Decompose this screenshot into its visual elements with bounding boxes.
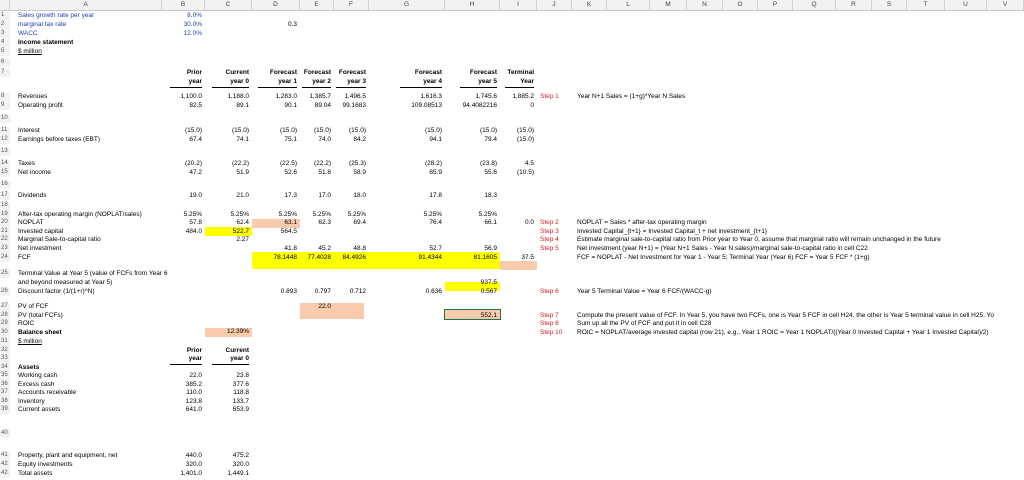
row-header[interactable]: 16 xyxy=(0,181,10,189)
cell-f12[interactable]: 84.2 xyxy=(353,136,366,143)
row-header[interactable]: 33 xyxy=(0,355,10,363)
row-header[interactable]: 39 xyxy=(0,406,10,414)
note-step-5b: FCF = NOPLAT - Net Investment for Year 1 - Year 5; Terminal Year (Year 6) FCF = Year 5 FCF * (1+g) xyxy=(577,254,870,261)
cell-b42[interactable]: 1,401.0 xyxy=(180,470,202,477)
cell-b17[interactable]: 19.0 xyxy=(189,192,202,199)
step-2: Step 2 xyxy=(540,219,559,226)
cell-h26[interactable]: 0.567 xyxy=(480,288,497,295)
cell-c20[interactable]: 62.4 xyxy=(236,219,249,226)
row-header[interactable]: 23 xyxy=(0,245,10,253)
cell-i11[interactable]: (15.0) xyxy=(517,127,534,134)
row-header[interactable]: 1 xyxy=(0,12,10,20)
cell-d2[interactable]: 0.3 xyxy=(287,21,297,28)
row-header[interactable]: 42 xyxy=(0,461,10,469)
cell-b40[interactable]: 440.0 xyxy=(185,452,202,459)
note-step-4: Estimate marginal sale-to-capital ratio from Prior year to Year 0, assume that marginal ratio will remain unchanged in the future xyxy=(577,236,941,243)
cell-f15[interactable]: 58.9 xyxy=(353,169,366,176)
row-header[interactable]: 27 xyxy=(0,303,10,311)
col-b[interactable]: B xyxy=(162,0,205,10)
col-n[interactable]: N xyxy=(687,0,723,10)
cell-c34[interactable]: 23.8 xyxy=(236,372,249,379)
cell-c8[interactable]: 1,188.0 xyxy=(227,93,249,100)
row-header[interactable]: 40 xyxy=(0,430,10,438)
cell-b12[interactable]: 67.4 xyxy=(189,136,202,143)
cell-i8[interactable]: 1,885.2 xyxy=(512,93,534,100)
cell-b37[interactable]: 123.8 xyxy=(185,398,202,405)
hdr-current-year-2: year 0 xyxy=(230,78,249,85)
cell-c14[interactable]: (22.2) xyxy=(232,160,249,167)
note-step-10: ROIC = NOPLAT/average invested capital (row 21), e.g., Year 1 ROIC = Year 1 NOPLAT/((Year 0 Invested Capital + Year 1 Invested Capital)/2) xyxy=(577,329,989,336)
cell-h12[interactable]: 79.4 xyxy=(484,136,497,143)
col-a[interactable]: A xyxy=(10,0,162,10)
row-header[interactable]: 10 xyxy=(0,115,10,123)
cell-c12[interactable]: 74.1 xyxy=(236,136,249,143)
step-1: Step 1 xyxy=(540,93,559,100)
cell-e8[interactable]: 1,385.7 xyxy=(309,93,331,100)
row-header[interactable]: 41 xyxy=(0,452,10,460)
hdr-year3-1: Forecast xyxy=(338,69,366,76)
step-8: Step 8 xyxy=(540,320,559,327)
cell-b14[interactable]: (20.2) xyxy=(185,160,202,167)
cell-b38[interactable]: 641.0 xyxy=(185,406,202,413)
col-q[interactable]: Q xyxy=(793,0,836,10)
label-terminal-value-a: Terminal Value at Year 5 (value of FCFs from Year 6 xyxy=(18,270,168,277)
cell-d23[interactable]: 41.8 xyxy=(284,245,297,252)
cell-h8[interactable]: 1,745.6 xyxy=(475,93,497,100)
cell-g11[interactable]: (15.0) xyxy=(425,127,442,134)
hdr-year1-1: Forecast xyxy=(269,69,297,76)
row-header[interactable]: 22 xyxy=(0,236,10,244)
cell-c41[interactable]: 320.0 xyxy=(232,461,249,468)
cell-c29[interactable]: 12.39% xyxy=(226,328,249,335)
note-step-3: Invested Capital_{t+1} = Invested Capital_t + net investment_{t+1} xyxy=(577,228,768,235)
label-marginal-tax: marginal tax rate xyxy=(18,21,67,28)
cell-h24[interactable]: 81.1605 xyxy=(473,254,497,261)
row-header[interactable]: 2 xyxy=(0,21,10,29)
label-after-tax-margin: After-tax operating margin (NOPLAT/sales) xyxy=(18,211,142,218)
row-header[interactable]: 11 xyxy=(0,127,10,135)
label-net-income: Net income xyxy=(18,169,51,176)
cell-i20[interactable]: 0.0 xyxy=(524,219,534,226)
col-m[interactable]: M xyxy=(650,0,687,10)
cell-e12[interactable]: 74.0 xyxy=(318,136,331,143)
label-taxes: Taxes xyxy=(18,160,35,167)
label-income-statement: Income statement xyxy=(18,39,74,46)
cell-e23[interactable]: 45.2 xyxy=(318,245,331,252)
step-4: Step 4 xyxy=(540,236,559,243)
cell-b21[interactable]: 484.0 xyxy=(185,228,202,235)
cell-e9[interactable]: 89.04 xyxy=(314,102,331,109)
cell-b35[interactable]: 385.2 xyxy=(185,381,202,388)
cell-f9[interactable]: 99.1683 xyxy=(342,102,366,109)
cell-h15[interactable]: 55.6 xyxy=(484,169,497,176)
label-marginal-sale-to-capital: Marginal Sale-to-capital ratio xyxy=(18,236,101,243)
cell-f20[interactable]: 69.4 xyxy=(353,219,366,226)
cell-d9[interactable]: 90.1 xyxy=(284,102,297,109)
note-step-1: Year N+1 Sales = (1+g)*Year N Sales xyxy=(577,93,686,100)
hdr-bs-prior-1: Prior xyxy=(186,347,202,354)
label-dividends: Dividends xyxy=(18,192,47,199)
row-header[interactable]: 19 xyxy=(0,211,10,219)
cell-i24[interactable]: 37.5 xyxy=(521,254,534,261)
label-revenues: Revenues xyxy=(18,93,48,100)
cell-b36[interactable]: 110.0 xyxy=(186,389,202,396)
label-assets: Assets xyxy=(18,364,40,371)
cell-d20[interactable]: 63.1 xyxy=(284,219,297,226)
row-header[interactable]: 30 xyxy=(0,329,10,337)
cell-c19[interactable]: 5.25% xyxy=(230,211,249,218)
label-pv-total: PV (total FCFs) xyxy=(18,312,63,319)
cell-d17[interactable]: 17.3 xyxy=(284,192,297,199)
cell-c36[interactable]: 118.8 xyxy=(233,389,249,396)
cell-b15[interactable]: 47.2 xyxy=(189,169,202,176)
label-working-cash: Working cash xyxy=(18,372,58,379)
cell-h14[interactable]: (23.8) xyxy=(480,160,497,167)
row-header[interactable]: 29 xyxy=(0,320,10,328)
cell-f8[interactable]: 1,496.5 xyxy=(344,93,366,100)
cell-f14[interactable]: (25.3) xyxy=(349,160,366,167)
step-6: Step 6 xyxy=(540,288,559,295)
row-header[interactable]: 36 xyxy=(0,381,10,389)
label-inventory: Inventory xyxy=(18,398,45,405)
col-p[interactable]: P xyxy=(758,0,793,10)
row-header[interactable]: 8 xyxy=(0,93,10,101)
col-o[interactable]: O xyxy=(723,0,758,10)
cell-d15[interactable]: 52.6 xyxy=(284,169,297,176)
cell-e15[interactable]: 51.8 xyxy=(318,169,331,176)
cell-c22[interactable]: 2.27 xyxy=(236,236,249,243)
hdr-current-year-1: Current xyxy=(225,69,249,76)
row-header[interactable]: 38 xyxy=(0,398,10,406)
hdr-prior-year-2: year xyxy=(188,78,202,85)
label-dollar-million: $ million xyxy=(18,48,42,55)
label-net-investment: Net investment xyxy=(18,245,62,252)
cell-b19[interactable]: 5.25% xyxy=(183,211,202,218)
col-v[interactable]: V xyxy=(987,0,1024,10)
row-header[interactable]: 4 xyxy=(0,39,10,47)
note-step-6: Year 5 Terminal Value = Year 6 FCF/(WACC-g) xyxy=(577,288,712,295)
cell-g26[interactable]: 0.636 xyxy=(425,288,442,295)
col-u[interactable]: U xyxy=(945,0,987,10)
cell-d8[interactable]: 1,283.0 xyxy=(275,93,297,100)
row-header[interactable]: 18 xyxy=(0,202,10,210)
row-header[interactable]: 26 xyxy=(0,288,10,296)
hdr-year2-1: Forecast xyxy=(303,69,331,76)
cell-g20[interactable]: 76.4 xyxy=(429,219,442,226)
row-header[interactable]: 3 xyxy=(0,30,10,38)
cell-d11[interactable]: (15.0) xyxy=(280,127,297,134)
note-step-5: Net investment (year N+1) = (Year N+1 Sales - Year N sales)/marginal sale-to-capital ratio in cell C22 xyxy=(577,245,868,252)
cell-e20[interactable]: 62.3 xyxy=(318,219,331,226)
row-header[interactable]: 35 xyxy=(0,372,10,380)
row-header[interactable]: 42 xyxy=(0,470,10,478)
cell-g24[interactable]: 91.4344 xyxy=(418,254,442,261)
cell-f11[interactable]: (15.0) xyxy=(349,127,366,134)
cell-c17[interactable]: 21.0 xyxy=(236,192,249,199)
label-ppe: Property, plant and equipment, net xyxy=(18,452,118,459)
cell-g9[interactable]: 109.08513 xyxy=(411,102,442,109)
label-noplat: NOPLAT xyxy=(18,219,44,226)
cell-d21[interactable]: 564.5 xyxy=(280,228,297,235)
row-header[interactable]: 24 xyxy=(0,254,10,262)
cell-b41[interactable]: 320.0 xyxy=(185,461,202,468)
cell-h19[interactable]: 5.25% xyxy=(478,211,497,218)
cell-d26[interactable]: 0.893 xyxy=(280,288,297,295)
label-accounts-receivable: Accounts receivable xyxy=(18,389,77,396)
cell-h9[interactable]: 94.4082216 xyxy=(462,102,497,109)
step-7: Step 7 xyxy=(540,312,559,319)
row-header[interactable]: 34 xyxy=(0,364,10,372)
cell-g14[interactable]: (28.2) xyxy=(425,160,442,167)
row-header[interactable]: 13 xyxy=(0,148,10,156)
row-header[interactable]: 9 xyxy=(0,102,10,110)
cell-c35[interactable]: 377.6 xyxy=(232,381,249,388)
cell-c37[interactable]: 133.7 xyxy=(232,398,249,405)
cell-b20[interactable]: 57.8 xyxy=(189,219,202,226)
label-equity-investments: Equity investments xyxy=(18,461,73,468)
cell-e24[interactable]: 77.4028 xyxy=(307,254,331,261)
row-header[interactable]: 20 xyxy=(0,219,10,227)
hdr-terminal-1: Terminal xyxy=(507,69,534,76)
cell-d19[interactable]: 5.25% xyxy=(278,211,297,218)
column-header-bar xyxy=(0,0,1024,11)
cell-g19[interactable]: 5.25% xyxy=(423,211,442,218)
hdr-year5-1: Forecast xyxy=(469,69,497,76)
cell-h27[interactable]: 552.1 xyxy=(480,312,497,319)
cell-h23[interactable]: 56.9 xyxy=(484,245,497,252)
row-header[interactable]: 7 xyxy=(0,69,10,77)
cell-f24[interactable]: 84.4926 xyxy=(342,254,366,261)
row-header[interactable]: 6 xyxy=(0,59,10,67)
cell-e19[interactable]: 5.25% xyxy=(312,211,331,218)
cell-h17[interactable]: 18.3 xyxy=(484,192,497,199)
hdr-year2-2: year 2 xyxy=(312,78,331,85)
cell-g17[interactable]: 17.8 xyxy=(429,192,442,199)
cell-d14[interactable]: (22.5) xyxy=(280,160,297,167)
row-header[interactable]: 37 xyxy=(0,389,10,397)
input-tax-rate[interactable]: 30.0% xyxy=(183,21,202,28)
hdr-bs-current-1: Current xyxy=(225,347,249,354)
cell-c15[interactable]: 51.9 xyxy=(236,169,249,176)
row-header[interactable]: 28 xyxy=(0,312,10,320)
row-header[interactable]: 14 xyxy=(0,160,10,168)
label-wacc: WACC xyxy=(18,30,38,37)
cell-f26[interactable]: 0.712 xyxy=(349,288,366,295)
cell-e26[interactable]: 0.797 xyxy=(314,288,331,295)
cell-c42[interactable]: 1,449.1 xyxy=(227,470,249,477)
col-e[interactable]: E xyxy=(300,0,334,10)
cell-b11[interactable]: (15.0) xyxy=(185,127,202,134)
cell-g15[interactable]: 65.9 xyxy=(429,169,442,176)
col-j[interactable]: J xyxy=(537,0,572,10)
label-sales-growth: Sales growth rate per year xyxy=(18,12,95,19)
col-i[interactable]: I xyxy=(500,0,537,10)
col-t[interactable]: T xyxy=(907,0,945,10)
hdr-year5-2: year 5 xyxy=(478,78,497,85)
label-roic: ROIC xyxy=(18,320,35,327)
label-terminal-value-b: and beyond measured at Year 5) xyxy=(18,279,113,286)
step-10: Step 10 xyxy=(540,329,563,336)
cell-b8[interactable]: 1,100.0 xyxy=(180,93,202,100)
label-pv-of-fcf: PV of FCF xyxy=(18,303,49,310)
row-header[interactable]: 15 xyxy=(0,169,10,177)
cell-i15[interactable]: (10.5) xyxy=(517,169,534,176)
hdr-terminal-2: Year xyxy=(520,78,534,85)
note-step-2: NOPLAT = Sales * after-tax operating margin xyxy=(577,219,707,226)
label-total-assets: Total assets xyxy=(18,470,53,477)
cell-d24[interactable]: 78.1448 xyxy=(273,254,297,261)
row-header[interactable]: 5 xyxy=(0,48,10,56)
cell-g8[interactable]: 1,616.3 xyxy=(420,93,442,100)
input-sales-growth[interactable]: 8.0% xyxy=(187,12,202,19)
label-dollar-million-2: $ million xyxy=(18,338,42,345)
label-current-assets: Current assets xyxy=(18,406,61,413)
cell-i14[interactable]: 4.5 xyxy=(524,160,534,167)
label-ebt: Earnings before taxes (EBT) xyxy=(18,136,101,143)
cell-i12[interactable]: (15.0) xyxy=(517,136,534,143)
cell-g23[interactable]: 52.7 xyxy=(429,245,442,252)
col-g[interactable]: G xyxy=(369,0,445,10)
label-interest: Interest xyxy=(18,127,40,134)
cell-h20[interactable]: 66.1 xyxy=(484,219,497,226)
label-balance-sheet: Balance sheet xyxy=(18,329,62,336)
cell-f23[interactable]: 48.8 xyxy=(353,245,366,252)
label-excess-cash: Excess cash xyxy=(18,381,55,388)
row-header[interactable]: 31 xyxy=(0,338,10,346)
hdr-bs-prior-2: year xyxy=(188,355,202,362)
label-fcf: FCF xyxy=(18,254,31,261)
cell-f17[interactable]: 18.0 xyxy=(353,192,366,199)
col-l[interactable]: L xyxy=(607,0,650,10)
cell-h25[interactable]: 937.5 xyxy=(480,279,497,286)
highlight-i24 xyxy=(500,261,537,270)
row-header[interactable]: 25 xyxy=(0,270,10,278)
hdr-year4-1: Forecast xyxy=(414,69,442,76)
label-invested-capital: Invested capital xyxy=(18,228,64,235)
row-header[interactable]: 12 xyxy=(0,136,10,144)
col-k[interactable]: K xyxy=(572,0,607,10)
cell-i9[interactable]: 0 xyxy=(530,102,534,109)
hdr-year1-2: year 1 xyxy=(278,78,297,85)
cell-c9[interactable]: 89.1 xyxy=(236,102,249,109)
row-header[interactable]: 32 xyxy=(0,347,10,355)
cell-e17[interactable]: 17.0 xyxy=(318,192,331,199)
cell-e14[interactable]: (22.2) xyxy=(314,160,331,167)
cell-c40[interactable]: 475.2 xyxy=(232,452,249,459)
col-d[interactable]: D xyxy=(252,0,300,10)
cell-c11[interactable]: (15.0) xyxy=(232,127,249,134)
col-s[interactable]: S xyxy=(872,0,907,10)
col-r[interactable]: R xyxy=(836,0,872,10)
col-h[interactable]: H xyxy=(445,0,500,10)
cell-e27[interactable]: 22.0 xyxy=(318,303,331,310)
step-5: Step 5 xyxy=(540,245,559,252)
col-f[interactable]: F xyxy=(334,0,369,10)
label-discount-factor: Discount factor (1/(1+r)^N) xyxy=(18,288,95,295)
cell-d12[interactable]: 75.1 xyxy=(284,136,297,143)
hdr-bs-current-2: year 0 xyxy=(230,355,249,362)
cell-g12[interactable]: 94.1 xyxy=(429,136,442,143)
label-operating-profit: Operating profit xyxy=(18,102,63,109)
cell-h11[interactable]: (15.0) xyxy=(480,127,497,134)
cell-c21[interactable]: 522.7 xyxy=(232,228,249,235)
hdr-year4-2: year 4 xyxy=(423,78,442,85)
row-header[interactable]: 17 xyxy=(0,192,10,200)
cell-b34[interactable]: 22.0 xyxy=(189,372,202,379)
step-3: Step 3 xyxy=(540,228,559,235)
col-c[interactable]: C xyxy=(205,0,252,10)
row-header[interactable]: 21 xyxy=(0,228,10,236)
cell-e11[interactable]: (15.0) xyxy=(314,127,331,134)
cell-f19[interactable]: 5.25% xyxy=(347,211,366,218)
input-wacc[interactable]: 12.0% xyxy=(183,30,202,37)
cell-c38[interactable]: 653.9 xyxy=(232,406,249,413)
note-step-7: Compute the present value of FCF. In Year 5, you have two FCFs, one is Year 5 FCF in cell H24, the other is Year 5 terminal value in cell H25. Yo xyxy=(577,312,994,319)
hdr-year3-2: year 3 xyxy=(347,78,366,85)
note-step-8: Sum up all the PV of FCF and put it in cell C28 xyxy=(577,320,712,327)
hdr-prior-year-1: Prior xyxy=(186,69,202,76)
cell-b9[interactable]: 82.5 xyxy=(189,102,202,109)
